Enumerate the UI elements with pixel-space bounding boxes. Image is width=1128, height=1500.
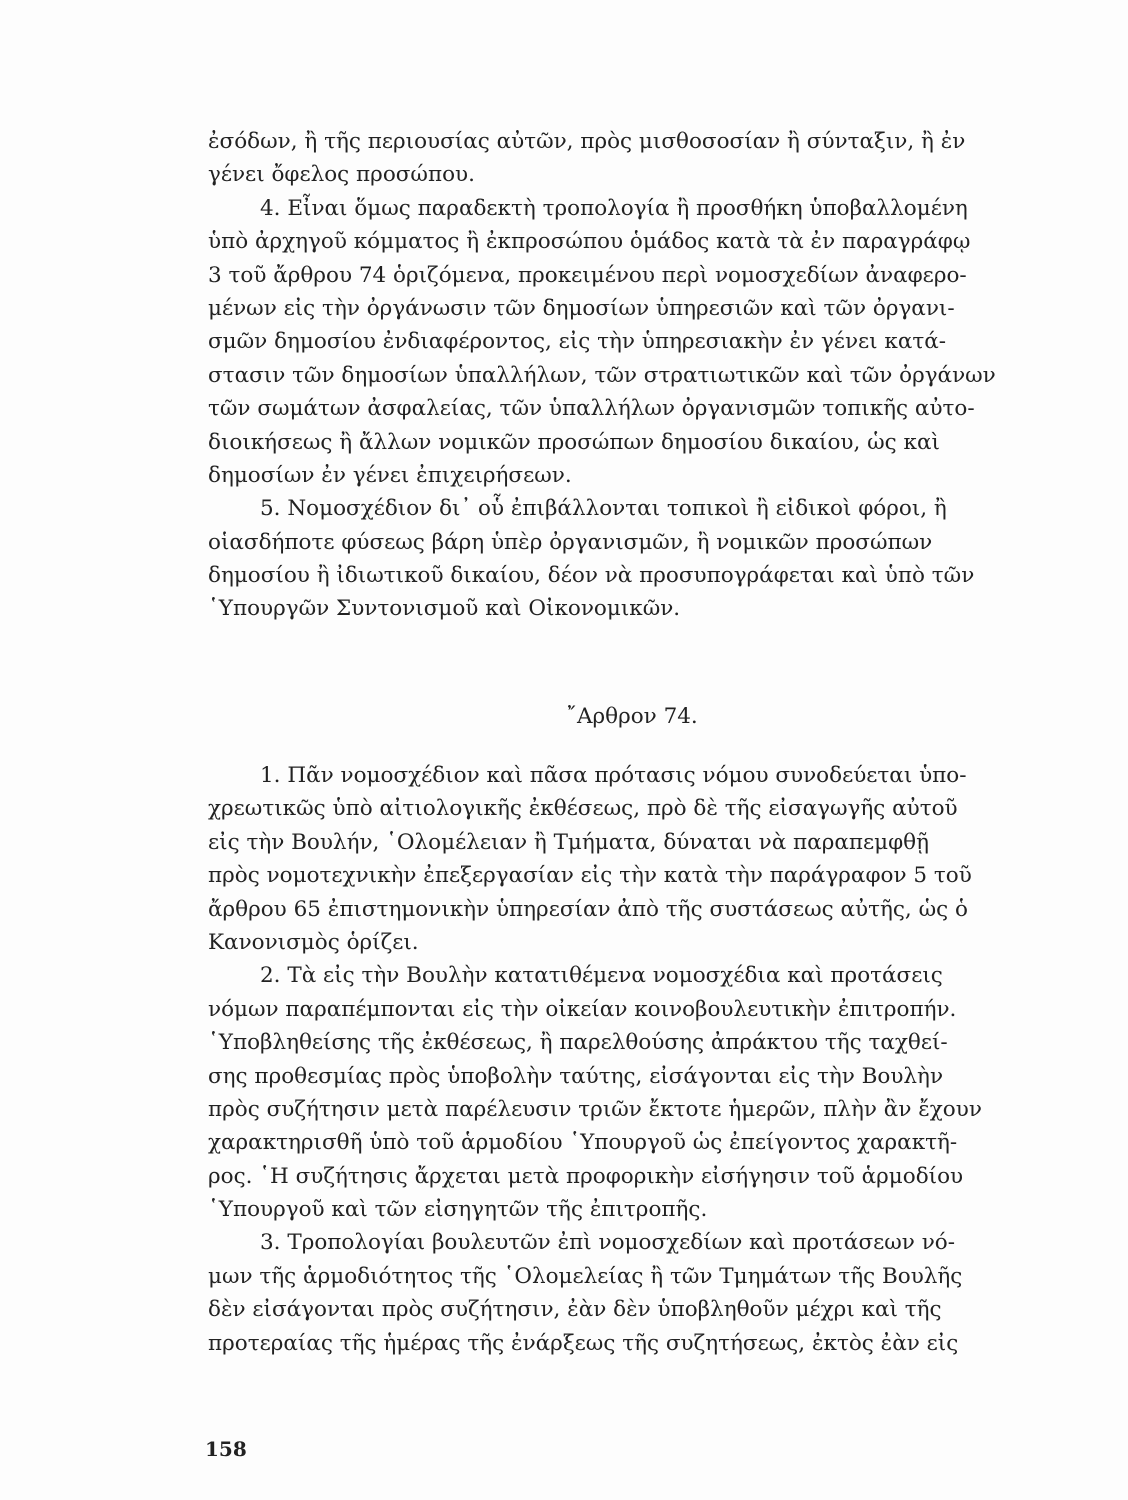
text-line: πρὸς νομοτεχνικὴν ἐπεξεργασίαν εἰς τὴν κατὰ τὴν παράγραφον 5 τοῦ xyxy=(208,863,972,889)
text-line: ρος. ῾Η συζήτησις ἄρχεται μετὰ προφορικὴν εἰσήγησιν τοῦ ἁρμοδίου xyxy=(208,1163,964,1189)
text-line: 1. Πᾶν νομοσχέδιον καὶ πᾶσα πρότασις νόμου συνοδεύεται ὑπο- xyxy=(260,763,967,788)
text-line: στασιν τῶν δημοσίων ὑπαλλήλων, τῶν στρατιωτικῶν καὶ τῶν ὀργάνων xyxy=(208,362,996,388)
text-line: σμῶν δημοσίου ἐνδιαφέροντος, εἰς τὴν ὑπηρεσιακὴν ἐν γένει κατά- xyxy=(208,329,947,355)
text-line: δὲν εἰσάγονται πρὸς συζήτησιν, ἐὰν δὲν ὑποβληθοῦν μέχρι καὶ τῆς xyxy=(208,1297,942,1323)
text-line: Κανονισμὸς ὁρίζει. xyxy=(208,929,419,955)
text-line: προτεραίας τῆς ἡμέρας τῆς ἐνάρξεως τῆς συζητήσεως, ἐκτὸς ἐὰν εἰς xyxy=(208,1330,959,1356)
text-line: εἰς τὴν Βουλήν, ῾Ολομέλειαν ἢ Τμήματα, δύναται νὰ παραπεμφθῇ xyxy=(208,829,929,855)
text-line: ῾Υποβληθείσης τῆς ἐκθέσεως, ἢ παρελθούσης ἀπράκτου τῆς ταχθεί- xyxy=(208,1030,948,1056)
text-line: δημοσίων ἐν γένει ἐπιχειρήσεων. xyxy=(208,462,572,488)
text-line: τῶν σωμάτων ἀσφαλείας, τῶν ὑπαλλήλων ὀργανισμῶν τοπικῆς αὐτο- xyxy=(208,396,975,422)
text-line: 5. Νομοσχέδιον δι᾽ οὗ ἐπιβάλλονται τοπικοὶ ἢ εἰδικοὶ φόροι, ἢ xyxy=(260,496,947,522)
text-line: ῾Υπουργῶν Συντονισμοῦ καὶ Οἰκονομικῶν. xyxy=(208,596,681,622)
text-line: πρὸς συζήτησιν μετὰ παρέλευσιν τριῶν ἔκτοτε ἡμερῶν, πλὴν ἂν ἔχουν xyxy=(208,1096,982,1122)
text-line: δημοσίου ἢ ἰδιωτικοῦ δικαίου, δέον νὰ προσυπογράφεται καὶ ὑπὸ τῶν xyxy=(208,563,975,589)
text-line: γένει ὄφελος προσώπου. xyxy=(208,162,475,188)
text-line: νόμων παραπέμπονται εἰς τὴν οἰκείαν κοινοβουλευτικὴν ἐπιτροπήν. xyxy=(208,996,957,1022)
text-line: 4. Εἶναι ὅμως παραδεκτὴ τροπολογία ἢ προσθήκη ὑποβαλλομένη xyxy=(260,195,968,221)
text-line: χρεωτικῶς ὑπὸ αἰτιολογικῆς ἐκθέσεως, πρὸ δὲ τῆς εἰσαγωγῆς αὐτοῦ xyxy=(208,796,958,822)
text-line: μων τῆς ἁρμοδιότητος τῆς ῾Ολομελείας ἢ τῶν Τμημάτων τῆς Βουλῆς xyxy=(208,1263,963,1289)
text-line: σης προθεσμίας πρὸς ὑποβολὴν ταύτης, εἰσάγονται εἰς τὴν Βουλὴν xyxy=(208,1063,944,1089)
page-number: 158 xyxy=(205,1437,247,1461)
text-line: διοικήσεως ἢ ἄλλων νομικῶν προσώπων δημοσίου δικαίου, ὡς καὶ xyxy=(208,429,940,455)
article-heading-text: ῎Αρθρον 74. xyxy=(566,704,698,729)
text-line: 3. Τροπολογίαι βουλευτῶν ἐπὶ νομοσχεδίων καὶ προτάσεων νό- xyxy=(260,1230,955,1256)
text-line: ῾Υπουργοῦ καὶ τῶν εἰσηγητῶν τῆς ἐπιτροπῆς. xyxy=(208,1197,708,1223)
text-line: χαρακτηρισθῆ ὑπὸ τοῦ ἁρμοδίου ῾Υπουργοῦ ὡς ἐπείγοντος χαρακτῆ- xyxy=(208,1130,958,1156)
article-heading xyxy=(0,700,1128,733)
text-block-bottom xyxy=(208,759,982,1360)
text-block-top xyxy=(208,125,996,626)
text-line: ἐσόδων, ἢ τῆς περιουσίας αὐτῶν, πρὸς μισθοσοσίαν ἢ σύνταξιν, ἢ ἐν xyxy=(208,129,966,154)
text-line: ὑπὸ ἀρχηγοῦ κόμματος ἢ ἐκπροσώπου ὁμάδος κατὰ τὰ ἐν παραγράφῳ xyxy=(208,229,971,255)
text-line: ἄρθρου 65 ἐπιστημονικὴν ὑπηρεσίαν ἀπὸ τῆς συστάσεως αὐτῆς, ὡς ὁ xyxy=(208,896,968,922)
text-line: μένων εἰς τὴν ὀργάνωσιν τῶν δημοσίων ὑπηρεσιῶν καὶ τῶν ὀργανι- xyxy=(208,295,955,321)
text-line: 2. Τὰ εἰς τὴν Βουλὴν κατατιθέμενα νομοσχέδια καὶ προτάσεις xyxy=(260,963,943,989)
text-line: οἱασδήποτε φύσεως βάρη ὑπὲρ ὀργανισμῶν, ἢ νομικῶν προσώπων xyxy=(208,529,933,555)
text-line: 3 τοῦ ἄρθρου 74 ὁριζόμενα, προκειμένου περὶ νομοσχεδίων ἀναφερο- xyxy=(208,262,967,288)
